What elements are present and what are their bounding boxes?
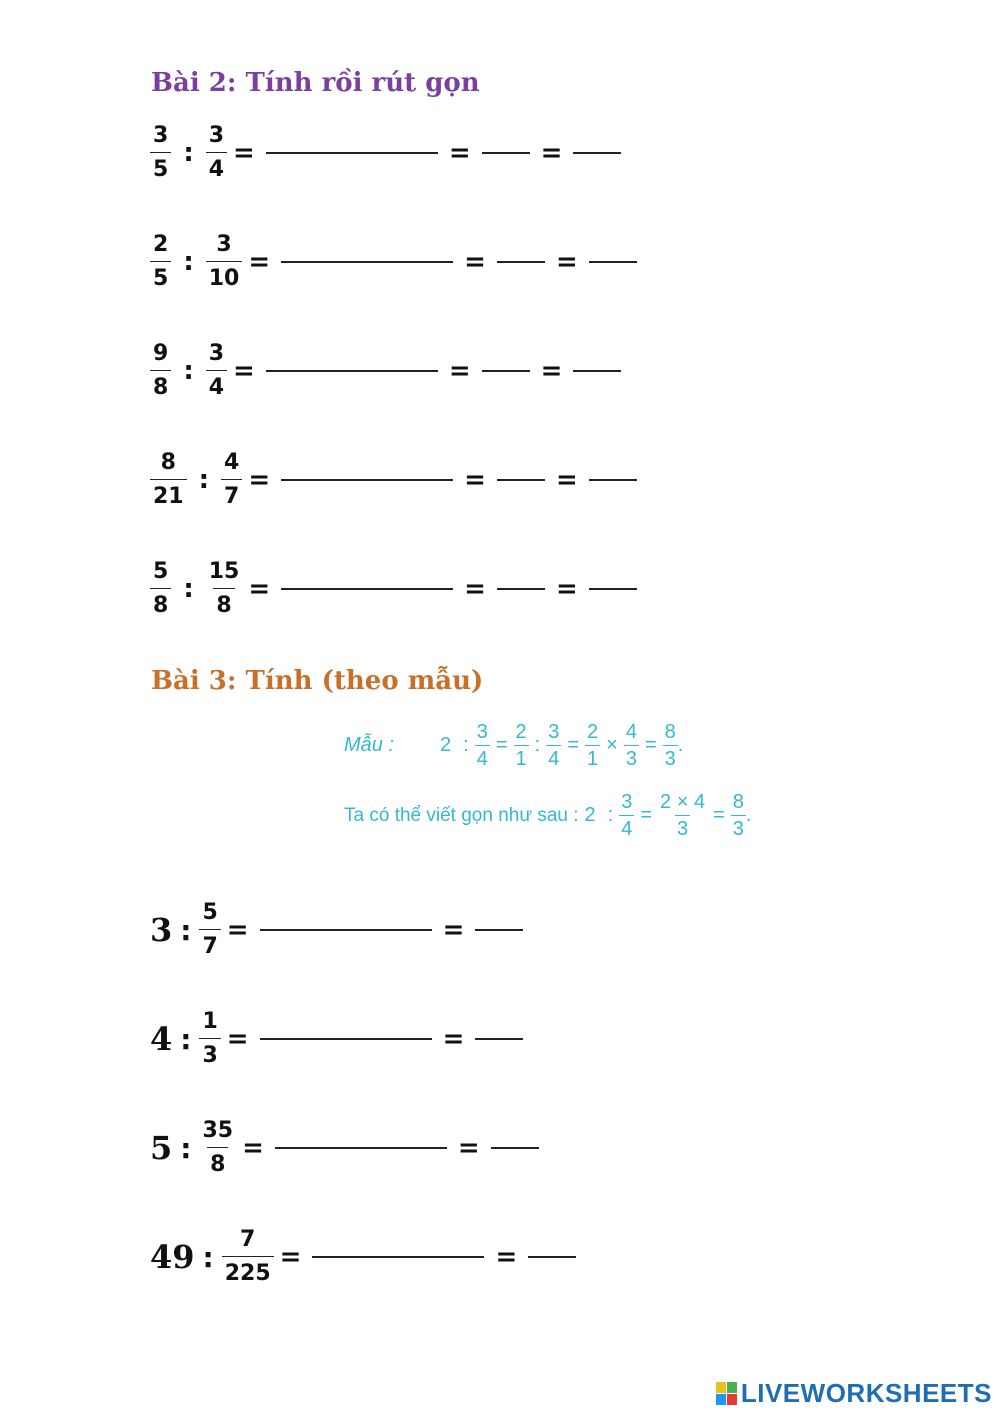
- sample-fraction: $\frac{4}{3}$: [625, 721, 637, 770]
- sample-fraction: $\frac{3}{4}$: [548, 721, 560, 770]
- bai2-exercise-row: [150, 222, 642, 302]
- equals-sign: =: [233, 356, 255, 386]
- fraction-numerator: 4: [224, 450, 240, 475]
- sample-whole: 2: [584, 804, 596, 826]
- whole-number: 49: [150, 1238, 195, 1276]
- bai3-exercise-row: [150, 1217, 581, 1297]
- division-sign: :: [183, 138, 194, 168]
- fraction-numerator: 3: [153, 123, 169, 148]
- divisor-fraction: [199, 1120, 236, 1176]
- fraction-numerator: 35: [202, 1118, 234, 1143]
- equals-sign: =: [442, 1024, 465, 1054]
- dividend-fraction: [150, 343, 171, 399]
- liveworksheets-logo-icon: [716, 1382, 737, 1405]
- divisor-fraction: [206, 234, 243, 290]
- whole-number: 4: [150, 1020, 173, 1058]
- sample-equals: =: [495, 734, 508, 756]
- sample-times: ×: [606, 734, 618, 756]
- equals-sign: =: [495, 1242, 518, 1272]
- bai3-exercise-row: [150, 890, 528, 970]
- equals-sign: =: [248, 465, 271, 495]
- division-sign: :: [180, 1022, 192, 1056]
- sample-example: [312, 712, 817, 860]
- answer-blank-simplified[interactable]: [589, 261, 637, 263]
- sample-colon: :: [463, 734, 469, 756]
- bai2-title: Bài 2: Tính rồi rút gọn: [151, 68, 480, 98]
- equals-sign: =: [555, 247, 578, 277]
- answer-blank-expression[interactable]: [266, 370, 438, 372]
- division-sign: :: [183, 247, 194, 277]
- fraction-numerator: 8: [160, 450, 176, 475]
- equals-sign: =: [248, 574, 271, 604]
- bai3-exercise-row: [150, 999, 528, 1079]
- sample-fraction: $\frac{8}{3}$: [664, 721, 676, 770]
- answer-blank-result[interactable]: [482, 152, 530, 154]
- answer-blank-result[interactable]: [482, 370, 530, 372]
- whole-number: 5: [150, 1129, 173, 1167]
- fraction-numerator: 3: [216, 232, 232, 257]
- fraction-denominator: 225: [222, 1256, 274, 1285]
- equals-sign: =: [464, 574, 486, 604]
- answer-blank-result[interactable]: [497, 261, 545, 263]
- sample-shortcut-text: Ta có thể viết gọn như sau :: [344, 804, 579, 826]
- dividend-fraction: [150, 125, 171, 181]
- equals-sign: =: [555, 574, 578, 604]
- equals-sign: =: [242, 1133, 264, 1163]
- sample-line-2: [344, 792, 751, 839]
- fraction-numerator: 1: [202, 1009, 218, 1034]
- answer-blank-result[interactable]: [497, 588, 545, 590]
- fraction-denominator: 5: [150, 152, 171, 181]
- sample-dot: .: [745, 804, 752, 826]
- fraction-numerator: 3: [208, 341, 225, 366]
- equals-sign: =: [464, 465, 486, 495]
- bai3-exercise-row: [150, 1108, 544, 1188]
- equals-sign: =: [442, 915, 465, 945]
- sample-fraction: $\frac{3}{4}$: [476, 721, 488, 770]
- fraction-denominator: 4: [206, 152, 227, 181]
- answer-blank-result[interactable]: [497, 479, 545, 481]
- sample-label: Mẫu :: [344, 734, 395, 756]
- division-sign: :: [198, 465, 210, 495]
- answer-blank-expression[interactable]: [281, 479, 453, 481]
- fraction-numerator: 2: [153, 232, 169, 257]
- sample-line-1: [344, 722, 683, 769]
- sample-equals: =: [713, 804, 725, 826]
- liveworksheets-logo-text: LIVEWORKSHEETS: [740, 1377, 992, 1408]
- sample-equals: =: [640, 804, 653, 826]
- equals-sign: =: [555, 465, 578, 495]
- fraction-numerator: 9: [153, 341, 169, 366]
- answer-blank-expression[interactable]: [312, 1256, 484, 1258]
- sample-colon: :: [534, 734, 541, 756]
- equals-sign: =: [540, 356, 563, 386]
- bai2-exercise-row: [150, 440, 642, 520]
- division-sign: :: [180, 913, 192, 947]
- equals-sign: =: [540, 138, 563, 168]
- fraction-denominator: 8: [150, 588, 171, 617]
- equals-sign: =: [457, 1133, 480, 1163]
- sample-fraction: $\frac{2 \times 4}{3}$: [660, 791, 706, 840]
- sample-fraction: $\frac{3}{4}$: [621, 791, 633, 840]
- fraction-numerator: 3: [208, 123, 225, 148]
- equals-sign: =: [248, 247, 271, 277]
- divisor-fraction: [206, 125, 227, 181]
- sample-equals: =: [644, 734, 657, 756]
- equals-sign: =: [448, 138, 471, 168]
- fraction-denominator: 7: [199, 929, 220, 958]
- equals-sign: =: [448, 356, 471, 386]
- fraction-denominator: 8: [150, 370, 171, 399]
- divisor-fraction: [199, 902, 220, 958]
- sample-fraction: $\frac{8}{3}$: [732, 791, 744, 840]
- division-sign: :: [183, 574, 194, 604]
- division-sign: :: [180, 1131, 192, 1165]
- answer-blank-simplified[interactable]: [573, 152, 621, 154]
- divisor-fraction: [221, 452, 242, 508]
- bai2-exercise-row: [150, 113, 626, 193]
- bai3-title: Bài 3: Tính (theo mẫu): [151, 666, 484, 696]
- fraction-denominator: 8: [213, 588, 234, 617]
- dividend-fraction: [150, 234, 171, 290]
- dividend-fraction: [150, 452, 187, 508]
- fraction-numerator: 5: [153, 559, 169, 584]
- answer-blank-expression[interactable]: [281, 261, 453, 263]
- bai2-exercise-row: [150, 331, 626, 411]
- fraction-denominator: 8: [207, 1147, 228, 1176]
- whole-number: 3: [150, 911, 173, 949]
- sample-fraction: $\frac{2}{1}$: [515, 721, 527, 770]
- divisor-fraction: [199, 1011, 220, 1067]
- equals-sign: =: [226, 1024, 249, 1054]
- fraction-denominator: 4: [206, 370, 227, 399]
- fraction-numerator: 15: [208, 559, 240, 584]
- answer-blank-expression[interactable]: [260, 1038, 432, 1040]
- answer-blank-simplified[interactable]: [573, 370, 621, 372]
- answer-blank-simplified[interactable]: [589, 479, 637, 481]
- fraction-numerator: 5: [202, 900, 218, 925]
- answer-blank-expression[interactable]: [266, 152, 438, 154]
- division-sign: :: [183, 356, 194, 386]
- sample-fraction: $\frac{2}{1}$: [587, 721, 599, 770]
- equals-sign: =: [464, 247, 486, 277]
- answer-blank-result[interactable]: [475, 1038, 523, 1040]
- divisor-fraction: [222, 1229, 274, 1285]
- sample-equals: =: [567, 734, 580, 756]
- division-sign: :: [202, 1240, 214, 1274]
- fraction-numerator: 7: [240, 1227, 256, 1252]
- answer-blank-result[interactable]: [528, 1256, 576, 1258]
- fraction-denominator: 21: [150, 479, 187, 508]
- bai2-exercise-row: [150, 549, 642, 629]
- equals-sign: =: [233, 138, 255, 168]
- sample-dot: .: [677, 734, 684, 756]
- answer-blank-result[interactable]: [491, 1147, 539, 1149]
- answer-blank-simplified[interactable]: [589, 588, 637, 590]
- fraction-denominator: 3: [199, 1038, 220, 1067]
- fraction-denominator: 7: [221, 479, 242, 508]
- sample-colon: :: [607, 804, 614, 826]
- answer-blank-result[interactable]: [475, 929, 523, 931]
- liveworksheets-logo: [716, 1379, 992, 1407]
- fraction-denominator: 5: [150, 261, 171, 290]
- answer-blank-expression[interactable]: [275, 1147, 447, 1149]
- dividend-fraction: [150, 561, 171, 617]
- divisor-fraction: [206, 343, 227, 399]
- answer-blank-expression[interactable]: [281, 588, 453, 590]
- sample-whole: 2: [440, 734, 452, 756]
- equals-sign: =: [226, 915, 249, 945]
- answer-blank-expression[interactable]: [260, 929, 432, 931]
- equals-sign: =: [279, 1242, 302, 1272]
- divisor-fraction: [206, 561, 243, 617]
- fraction-denominator: 10: [206, 261, 243, 290]
